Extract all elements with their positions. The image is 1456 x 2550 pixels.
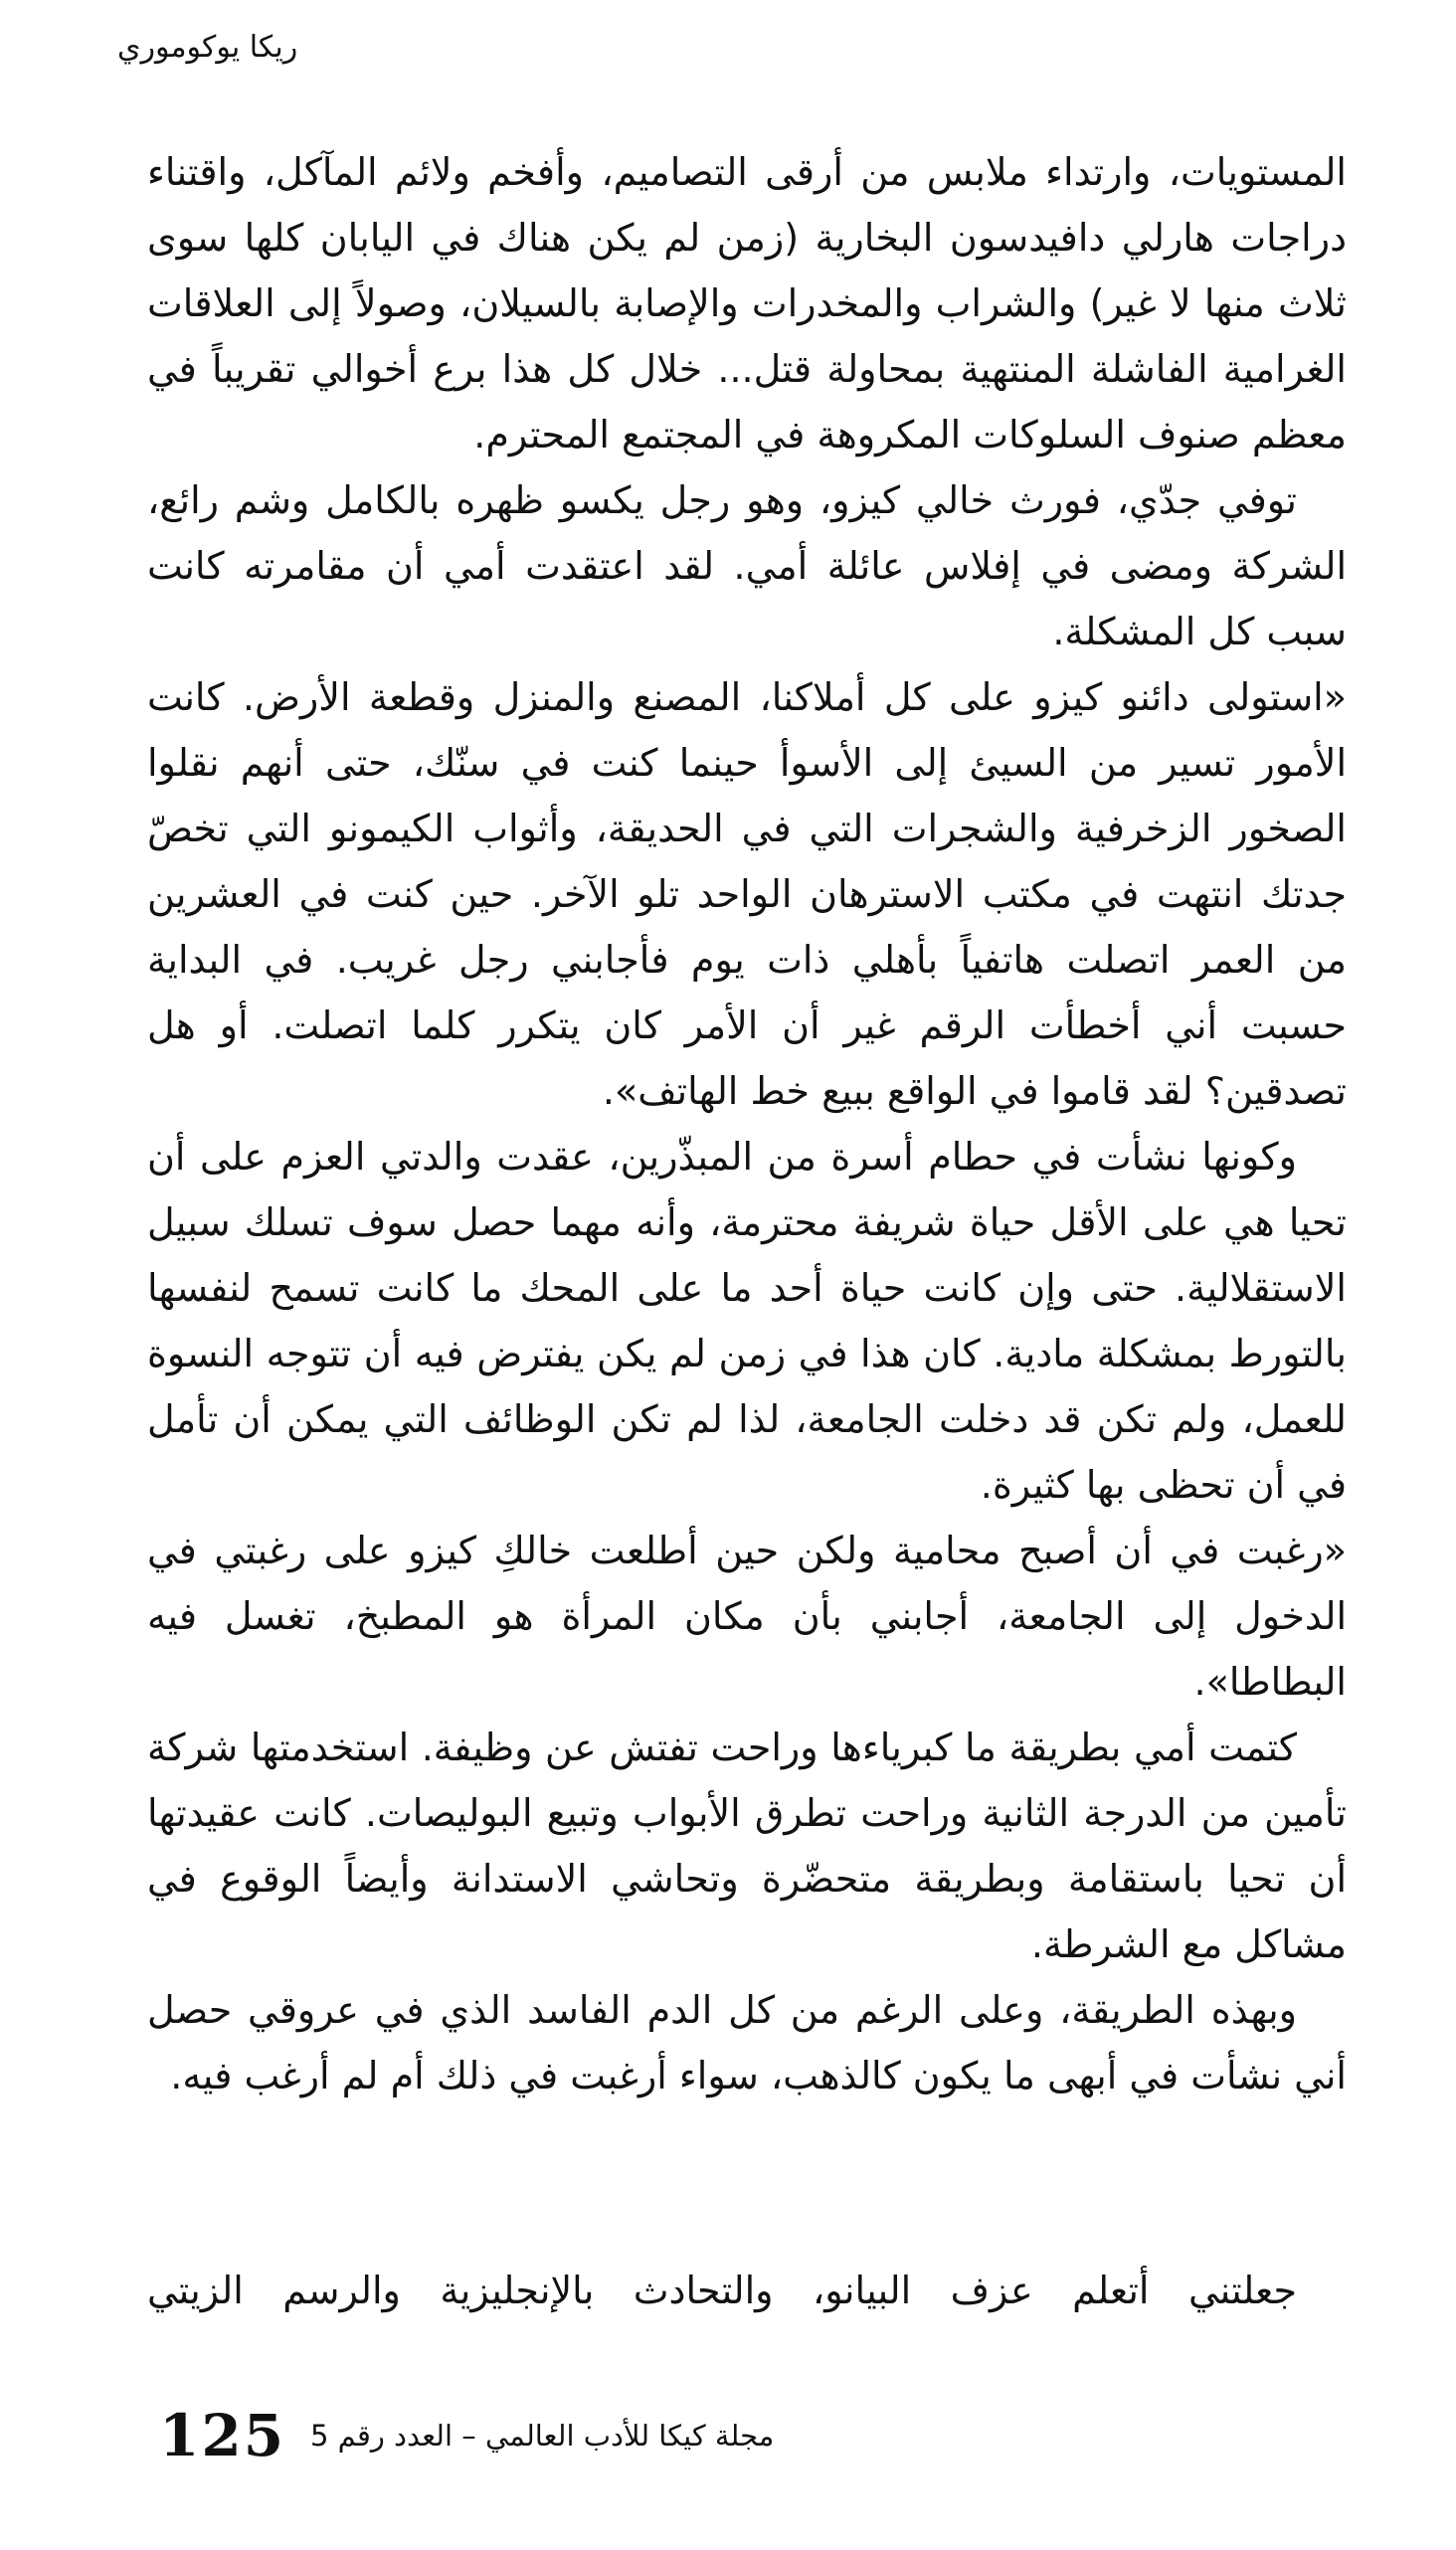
paragraph: وكونها نشأت في حطام أسرة من المبذّرين، عقدت والدتي العزم على أن تحيا هي على الأقل حياة شريفة محترمة، وأنه مهما حصل سوف تسلك سبيل الاستقلالية. حتى وإن كانت حياة أحد ما على المحك ما كانت تسمح لنفسها بالتورط بمشكلة مادية. كان هذا في زمن لم يكن يفترض فيه أن تتوجه النسوة للعمل، ولم تكن قد دخلت الجامعة، لذا لم تكن الوظائف التي يمكن أن تأمل في أن تحظى بها كثيرة.	[147, 1135, 1347, 1507]
paragraph: المستويات، وارتداء ملابس من أرقى التصاميم، وأفخم ولائم المآكل، واقتناء دراجات هارلي دافيدسون البخارية (زمن لم يكن هناك في اليابان كلها سوى ثلاث منها لا غير) والشراب والمخدرات والإصابة بالسيلان، وصولاً إلى العلاقات الغرامية الفاشلة المنتهية بمحاولة قتل... خلال كل هذا برع أخوالي تقريباً في معظم صنوف السلوكات المكروهة في المجتمع المحترم.	[147, 150, 1347, 456]
paragraph: «رغبت في أن أصبح محامية ولكن حين أطلعت خالكِ كيزو على رغبتي في الدخول إلى الجامعة، أجابني بأن مكان المرأة هو المطبخ، تغسل فيه البطاطا».	[147, 1529, 1347, 1704]
body-text	[147, 139, 1347, 2108]
running-head-author: ريكا يوكوموري	[117, 30, 298, 65]
paragraph: وبهذه الطريقة، وعلى الرغم من كل الدم الفاسد الذي في عروقي حصل أني نشأت في أبهى ما يكون كالذهب، سواء أرغبت في ذلك أم لم أرغب فيه.	[147, 1988, 1347, 2097]
continuation-line: جعلتني أتعلم عزف البيانو، والتحادث بالإنجليزية والرسم الزيتي	[147, 2269, 1297, 2312]
journal-footer: مجلة كيكا للأدب العالمي – العدد رقم 5	[310, 2419, 775, 2453]
paragraph: توفي جدّي، فورث خالي كيزو، وهو رجل يكسو ظهره بالكامل وشم رائع، الشركة ومضى في إفلاس عائلة أمي. لقد اعتقدت أمي أن مقامرته كانت سبب كل المشكلة.	[147, 478, 1347, 653]
paragraph: «استولى دائنو كيزو على كل أملاكنا، المصنع والمنزل وقطعة الأرض. كانت الأمور تسير من السيئ إلى الأسوأ حينما كنت في سنّك، حتى أنهم نقلوا الصخور الزخرفية والشجرات التي في الحديقة، وأثواب الكيمونو التي تخصّ جدتك انتهت في مكتب الاسترهان الواحد تلو الآخر. حين كنت في العشرين من العمر اتصلت هاتفياً بأهلي ذات يوم فأجابني رجل غريب. في البداية حسبت أني أخطأت الرقم غير أن الأمر كان يتكرر كلما اتصلت. أو هل تصدقين؟ لقد قاموا في الواقع ببيع خط الهاتف».	[147, 675, 1347, 1113]
page-number: 125	[159, 2402, 286, 2469]
paragraph: كتمت أمي بطريقة ما كبرياءها وراحت تفتش عن وظيفة. استخدمتها شركة تأمين من الدرجة الثانية وراحت تطرق الأبواب وتبيع البوليصات. كانت عقيدتها أن تحيا باستقامة وبطريقة متحضّرة وتحاشي الاستدانة وأيضاً الوقوع في مشاكل مع الشرطة.	[147, 1726, 1347, 1966]
